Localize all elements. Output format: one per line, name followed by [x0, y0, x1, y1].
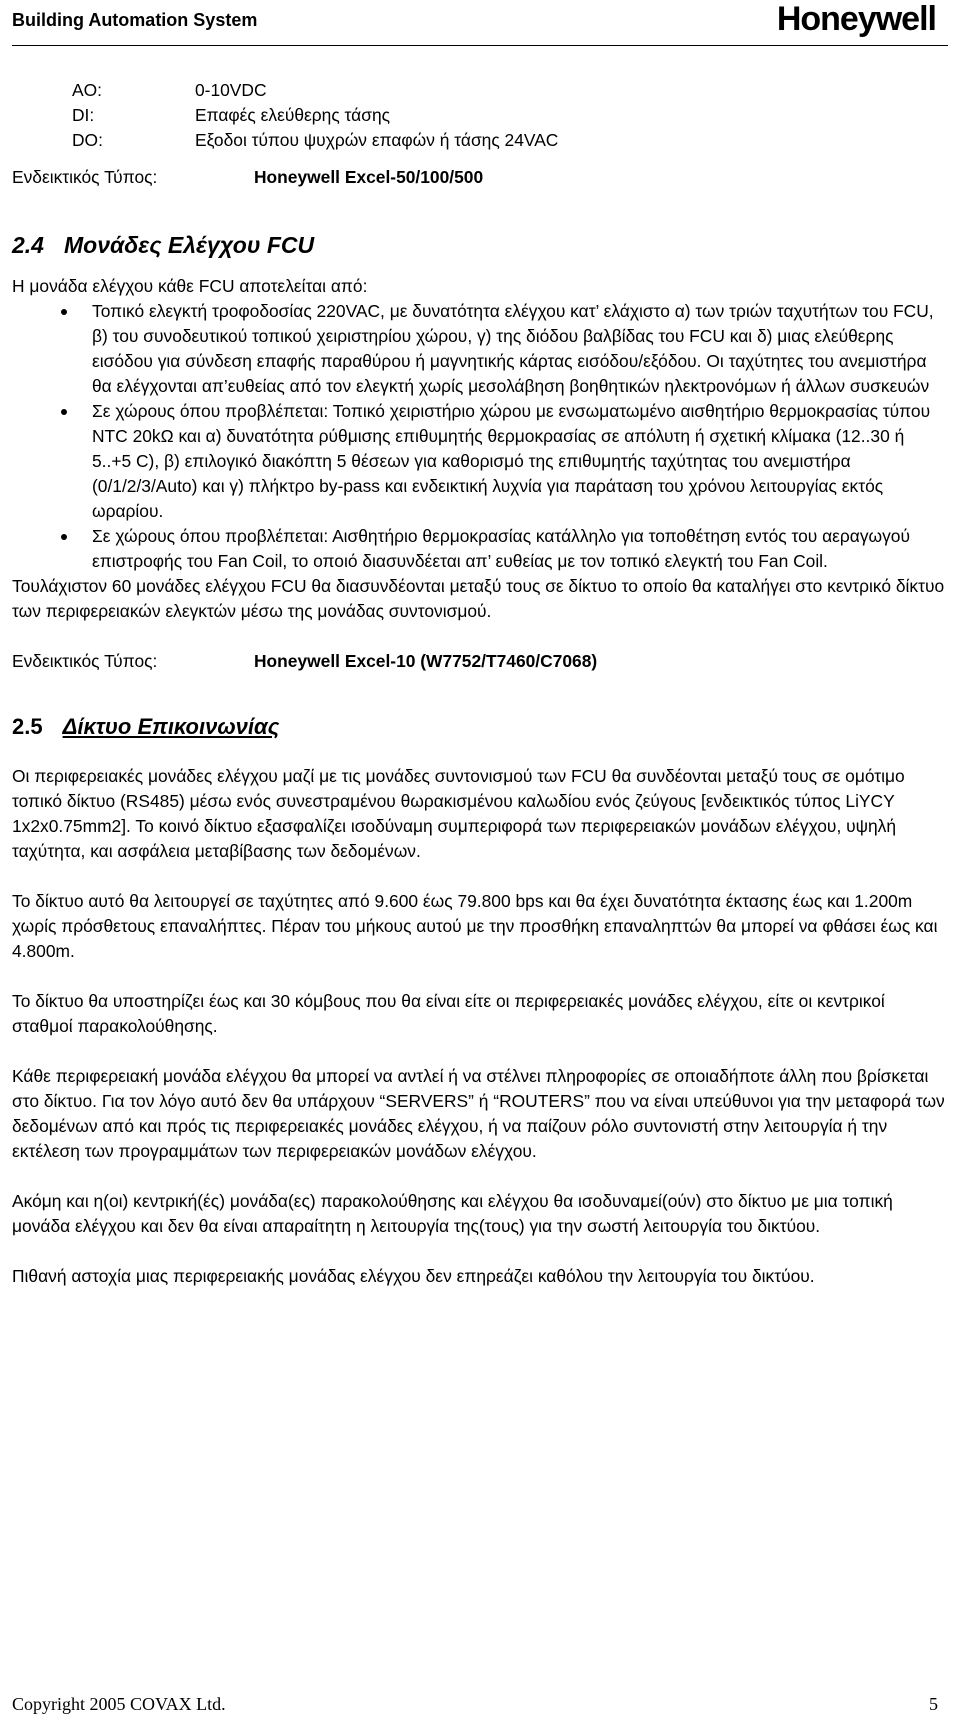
- paragraph: Οι περιφερειακές μονάδες ελέγχου μαζί με τις μονάδες συντονισμού των FCU θα συνδέονται μεταξύ τους σε ομότιμο τοπικό δίκτυο (RS485) μέσω ενός συνεστραμένου θωρακισμένου καλωδίου ενός ζεύγους [ενδεικτικός τύπος LiYCY 1x2x0.75mm2]. Το κοινό δίκτυο εξασφαλίζει ισοδύναμη συμπεριφορά των περιφερειακών μονάδων ελέγχου, υψηλή ταχύτητα, και ασφάλεια μεταβίβασης των δεδομένων.: [12, 766, 905, 861]
- section-number: 2.4: [12, 232, 44, 258]
- list-item-text: Σε χώρους όπου προβλέπεται: Τοπικό χειριστήριο χώρου με ενσωματωμένο αισθητήριο θερμοκρασίας τύπου NTC 20kΩ και α) δυνατότητα ρύθμισης επιθυμητής θερμοκρασίας σε απόλυτη ή σχετική κλίμακα (12..30 ή 5..+5 C), β) επιλογικό διακόπτη 5 θέσεων για καθορισμό της επιθυμητής ταχύτητας του ανεμιστήρα (0/1/2/3/Auto) και γ) πλήκτρο by-pass και ενδεικτική λυχνία για παράταση του χρόνου λειτουργίας εκτός ωραρίου.: [92, 401, 931, 521]
- section-closing: Τουλάχιστον 60 μονάδες ελέγχου FCU θα διασυνδέονται μεταξύ τους σε δίκτυο το οποίο θα καταλήγει στο κεντρικό δίκτυο των περιφερειακών ελεγκτών μέσω της μονάδας συντονισμού.: [12, 576, 945, 621]
- indicative-type-value: Honeywell Excel-50/100/500: [254, 167, 484, 187]
- indicative-type-row: [12, 649, 948, 674]
- paragraph: Κάθε περιφερειακή μονάδα ελέγχου θα μπορεί να αντλεί ή να στέλνει πληροφορίες σε οποιαδήποτε άλλη που βρίσκεται στο δίκτυο. Για τον λόγο αυτό δεν θα υπάρχουν “SERVERS” ή “ROUTERS” που να είναι υπεύθυνοι για την μεταφορά των δεδομένων από και πρός τις περιφερειακές μονάδες ελέγχου, ή να παίζουν ρόλο συντονιστή στην λειτουργία ή την εκτέλεση των προγραμμάτων των περιφερειακών μονάδων ελέγχου.: [12, 1066, 945, 1161]
- page-header: [0, 0, 960, 48]
- paragraph: Πιθανή αστοχία μιας περιφερειακής μονάδας ελέγχου δεν επηρεάζει καθόλου την λειτουργία του δικτύου.: [12, 1266, 815, 1286]
- list-item-text: Τοπικό ελεγκτή τροφοδοσίας 220VAC, με δυνατότητα ελέγχου κατ’ ελάχιστο α) των τριών ταχυτήτων του FCU, β) του συνοδευτικού τοπικού χειριστηρίου χώρου, γ) της διόδου βαλβίδας του FCU και δ) μιας ελεύθερης εισόδου για σύνδεση επαφής παραθύρου ή μαγνητικής κάρτας εισόδου/εξόδου. Οι ταχύτητες του ανεμιστήρα θα ελέγχονται απ’ευθείας από τον ελεγκτή χωρίς μεσολάβηση βοηθητικών ηλεκτρονόμων ή άλλων συσκευών: [92, 301, 934, 396]
- bullet-icon: [61, 309, 67, 315]
- header-title: Building Automation System: [12, 10, 258, 30]
- honeywell-logo: Honeywell: [776, 0, 936, 38]
- paragraph: Ακόμη και η(οι) κεντρική(ές) μονάδα(ες) παρακολούθησης και ελέγχου θα ισοδυναμεί(ούν) στο δίκτυο με μια τοπική μονάδα ελέγχου και δεν θα είναι απαραίτητη η λειτουργία της(τους) για την σωστή λειτουργία του δικτύου.: [12, 1191, 893, 1236]
- io-type-value: Εξοδοι τύπου ψυχρών επαφών ή τάσης 24VAC: [195, 130, 559, 150]
- header-divider: [12, 45, 948, 46]
- paragraph: Το δίκτυο αυτό θα λειτουργεί σε ταχύτητες από 9.600 έως 79.800 bps και θα έχει δυνατότητα έκτασης έως και 1.200m χωρίς πρόσθετους επαναλήπτες. Πέραν του μήκους αυτού με την προσθήκη επαναληπτών θα μπορεί να φθάσει έως και 4.800m.: [12, 891, 938, 961]
- io-type-row: [12, 103, 948, 128]
- io-type-value: 0-10VDC: [195, 80, 267, 100]
- indicative-type-row: [12, 165, 948, 190]
- page-footer: [12, 1694, 948, 1724]
- section-2-4-heading: [12, 230, 948, 260]
- footer-copyright: Copyright 2005 COVAX Ltd.: [12, 1694, 226, 1714]
- page-number: 5: [929, 1694, 938, 1714]
- section-title: Δίκτυο Επικοινωνίας: [62, 714, 280, 739]
- list-item: [12, 524, 948, 574]
- bullet-icon: [61, 534, 67, 540]
- section-2-5-heading: [12, 712, 948, 742]
- section-intro: Η μονάδα ελέγχου κάθε FCU αποτελείται από:: [12, 276, 368, 296]
- indicative-type-label: Ενδεικτικός Τύπος:: [12, 167, 158, 187]
- io-type-label: DI:: [72, 105, 95, 125]
- io-type-row: [12, 78, 948, 103]
- document-body: [12, 78, 948, 1289]
- io-type-row: [12, 128, 948, 153]
- indicative-type-value: Honeywell Excel-10 (W7752/T7460/C7068): [254, 651, 598, 671]
- paragraph: Το δίκτυο θα υποστηρίζει έως και 30 κόμβους που θα είναι είτε οι περιφερειακές μονάδες ελέγχου, είτε οι κεντρικοί σταθμοί παρακολούθησης.: [12, 991, 885, 1036]
- section-title: Μονάδες Ελέγχου FCU: [63, 232, 315, 258]
- list-item: [12, 299, 948, 399]
- io-type-value: Επαφές ελεύθερης τάσης: [195, 105, 391, 125]
- io-type-label: AO:: [72, 80, 102, 100]
- indicative-type-label: Ενδεικτικός Τύπος:: [12, 651, 158, 671]
- section-number: 2.5: [12, 714, 43, 739]
- list-item: [12, 399, 948, 524]
- list-item-text: Σε χώρους όπου προβλέπεται: Αισθητήριο θερμοκρασίας κατάλληλο για τοποθέτηση εντός του αεραγωγού επιστροφής του Fan Coil, το οποιό διασυνδέεται απ’ ευθείας με τον τοπικό ελεγκτή του Fan Coil.: [92, 526, 910, 571]
- bullet-icon: [61, 409, 67, 415]
- bullet-list: [12, 299, 948, 574]
- io-type-label: DO:: [72, 130, 103, 150]
